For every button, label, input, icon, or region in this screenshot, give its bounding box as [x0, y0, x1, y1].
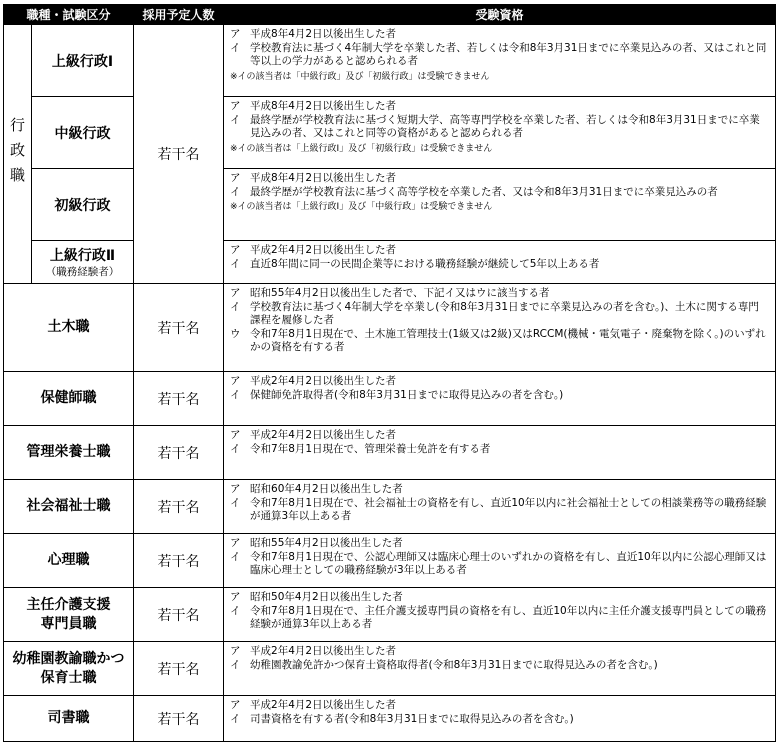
header-count: 採用予定人数 [134, 5, 224, 25]
count-cell: 若干名 [134, 426, 224, 480]
table-row [4, 642, 776, 696]
exam-name: 上級行政Ⅰ [32, 25, 134, 97]
count-cell: 若干名 [134, 284, 224, 372]
count-cell: 若干名 [134, 372, 224, 426]
qualification-cell: ア 昭和55年4月2日以後出生した者で、下記イ又はウに該当する者 イ 学校教育法に基づく4年制大学を卒業し(令和8年3月31日までに卒業見込みの者を含む。)、土木に関する専門課程を履修した者 ウ 令和7年8月1日現在で、土木施工管理技士(1級又は2級)又はRCCM(機械・電気電子・廃棄物を除く。)のいずれかの資格を有する者 [224, 284, 776, 372]
exam-name-line-1: 幼稚園教諭職かつ [12, 650, 125, 667]
qualification-cell: ア 平成2年4月2日以後出生した者 イ 直近8年間に同一の民間企業等における職務経験が継続して5年以上ある者 [224, 241, 776, 284]
table-row [4, 534, 776, 588]
table-row [4, 97, 776, 169]
count-cell: 若干名 [134, 642, 224, 696]
exam-name: 初級行政 [32, 169, 134, 241]
count-cell: 若干名 [134, 480, 224, 534]
table-row [4, 480, 776, 534]
table-row [4, 169, 776, 241]
exam-name-sub: （職務経験者） [45, 266, 120, 278]
exam-name-main: 上級行政Ⅱ [49, 248, 116, 264]
count-cell: 若干名 [134, 588, 224, 642]
qualification-cell: ア 平成8年4月2日以後出生した者 イ 学校教育法に基づく4年制大学を卒業した者、若しくは令和8年3月31日までに卒業見込みの者、又はこれと同等以上の学力があると認められる者 ※イの該当者は「中級行政」及び「初級行政」は受験できません [224, 25, 776, 97]
table-row [4, 241, 776, 284]
qualification-cell: ア 平成2年4月2日以後出生した者 イ 令和7年8月1日現在で、管理栄養士免許を有する者 [224, 426, 776, 480]
exam-name: 土木職 [4, 284, 134, 372]
table-row [4, 25, 776, 97]
qualification-cell: ア 平成8年4月2日以後出生した者 イ 最終学歴が学校教育法に基づく高等学校を卒業した者、又は令和8年3月31日までに卒業見込みの者 ※イの該当者は「上級行政Ⅰ」及び「中級行政」は受験できません [224, 169, 776, 241]
exam-name: 司書職 [4, 696, 134, 742]
exam-name: 保健師職 [4, 372, 134, 426]
exam-name: 社会福祉士職 [4, 480, 134, 534]
count-cell: 若干名 [134, 696, 224, 742]
count-cell: 若干名 [134, 534, 224, 588]
exam-name [4, 588, 134, 642]
exam-name: 中級行政 [32, 97, 134, 169]
table-row [4, 284, 776, 372]
header-qualification: 受験資格 [224, 5, 776, 25]
table-row [4, 696, 776, 742]
qualification-cell: ア 平成2年4月2日以後出生した者 イ 幼稚園教諭免許かつ保育士資格取得者(令和8年3月31日までに取得見込みの者を含む。) [224, 642, 776, 696]
qualification-cell: ア 平成2年4月2日以後出生した者 イ 司書資格を有する者(令和8年3月31日までに取得見込みの者を含む。) [224, 696, 776, 742]
exam-name-line-2: 保育士職 [40, 669, 97, 686]
header-category: 職種・試験区分 [4, 5, 134, 25]
exclusion-note: ※イの該当者は「上級行政Ⅰ」及び「初級行政」は受験できません [230, 143, 493, 154]
table-header-row [4, 5, 776, 25]
exclusion-note: ※イの該当者は「上級行政Ⅰ」及び「中級行政」は受験できません [230, 202, 493, 212]
table-row [4, 588, 776, 642]
group-name-administrative: 行政職 [4, 25, 32, 284]
qualification-cell: ア 平成8年4月2日以後出生した者 イ 最終学歴が学校教育法に基づく短期大学、高等専門学校を卒業した者、若しくは令和8年3月31日までに卒業見込みの者、又はこれと同等の資格があると認められる者 ※イの該当者は「上級行政Ⅰ」及び「初級行政」は受験できません [224, 97, 776, 169]
exam-name [32, 241, 134, 284]
exam-name: 心理職 [4, 534, 134, 588]
exam-qualification-table [3, 4, 776, 742]
exam-name-line-1: 主任介護支援 [26, 596, 111, 613]
exam-name-line-2: 専門員職 [40, 615, 97, 632]
exclusion-note: ※イの該当者は「中級行政」及び「初級行政」は受験できません [230, 71, 490, 82]
exam-name: 管理栄養士職 [4, 426, 134, 480]
qualification-cell: ア 昭和50年4月2日以後出生した者 イ 令和7年8月1日現在で、主任介護支援専門員の資格を有し、直近10年以内に主任介護支援専門員としての職務経験が通算3年以上ある者 [224, 588, 776, 642]
table-row [4, 372, 776, 426]
table-row [4, 426, 776, 480]
qualification-cell: ア 昭和60年4月2日以後出生した者 イ 令和7年8月1日現在で、社会福祉士の資格を有し、直近10年以内に社会福祉士としての相談業務等の職務経験が通算3年以上ある者 [224, 480, 776, 534]
qualification-cell: ア 平成2年4月2日以後出生した者 イ 保健師免許取得者(令和8年3月31日までに取得見込みの者を含む。) [224, 372, 776, 426]
group-count: 若干名 [134, 25, 224, 284]
qualification-cell: ア 昭和55年4月2日以後出生した者 イ 令和7年8月1日現在で、公認心理師又は臨床心理士のいずれかの資格を有し、直近10年以内に公認心理師又は臨床心理士としての職務経験が3年以上ある者 [224, 534, 776, 588]
exam-name [4, 642, 134, 696]
